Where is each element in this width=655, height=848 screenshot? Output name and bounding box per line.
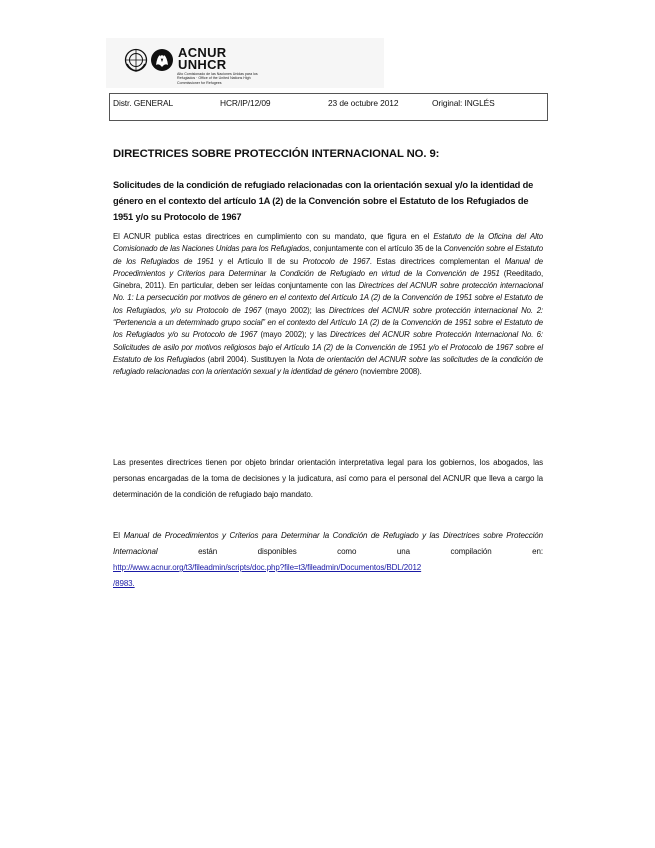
distr-label: Distr. GENERAL	[113, 98, 174, 108]
document-date: 23 de octubre 2012	[328, 98, 399, 108]
logo-unhcr-text: UNHCR	[178, 57, 227, 72]
unhcr-hands-icon	[150, 48, 174, 72]
paragraph-purpose: Las presentes directrices tienen por objeto brindar orientación interpretativa legal para los gobiernos, los abogados, las personas encargadas de la toma de decisiones y la judicatura, así como para el personal del ACNUR que lleva a cargo la determinación de la condición de refugiado bajo mandato.	[113, 458, 543, 499]
original-language: Original: INGLÉS	[432, 98, 495, 108]
paragraph-mandate: El ACNUR publica estas directrices en cumplimiento con su mandato, que figura en el Estatuto de la Oficina del Alto Comisionado de las Naciones Unidas para los Refugiados, conjuntamente con el artículo 35 de la Convención sobre el Estatuto de los Refugiados de 1951 y el Artículo II de su Protocolo de 1967. Estas directrices complementan el Manual de Procedimientos y Criterios para Determinar la Condición de Refugiado en virtud de la Convención de 1951 (Reeditado, Ginebra, 2011). En particular, deben ser leídas conjuntamente con las Directrices del ACNUR sobre protección internacional No. 1: La persecución por motivos de género en el contexto del Artículo 1A (2) de la Convención de 1951 sobre el Estatuto de los Refugiados, y/o su Protocolo de 1967 (mayo 2002); las Directrices del ACNUR sobre protección internacional No. 2: “Pertenencia a un determinado grupo social” en el contexto del Artículo 1A (2) de la Convención de 1951 sobre el Estatuto de los Refugiados y/o su Protocolo de 1967 (mayo 2002); y las Directrices del ACNUR sobre Protección Internacional No. 6: Solicitudes de asilo por motivos religiosos bajo el Artículo 1A (2) de la Convención de 1951 y/o el Protocolo de 1967 sobre el Estatuto de los Refugiados (abril 2004). Sustituyen la Nota de orientación del ACNUR sobre las solicitudes de la condición de refugiado relacionadas con la orientación sexual y la identidad de género (noviembre 2008).	[113, 232, 544, 377]
paragraph-availability: El Manual de Procedimientos y Criterios para Determinar la Condición de Refugiado y las Directrices sobre Protección Internacional están disponibles como una compilación en: http://www.acnur.org/t3/fileadmin/scripts/doc.php?file=t3/fileadmin/Documentos/BDL/2012 /8983.	[113, 531, 543, 588]
un-emblem-icon	[124, 48, 148, 72]
unhcr-logo	[106, 38, 384, 88]
logo-acnur-text: ACNUR	[178, 45, 227, 60]
page-title: DIRECTRICES SOBRE PROTECCIÓN INTERNACIONAL NO. 9:	[113, 148, 440, 160]
distribution-box	[109, 93, 548, 121]
compilation-link[interactable]: http://www.acnur.org/t3/fileadmin/scripts/doc.php?file=t3/fileadmin/Documentos/BDL/2012	[113, 563, 422, 572]
compilation-link-continued[interactable]: /8983.	[113, 579, 135, 588]
logo-tagline: Alto Comisionado de las Naciones Unidas para los Refugiados · Office of the United Nations High Commissioner for Refugees	[177, 72, 258, 85]
page-subtitle: Solicitudes de la condición de refugiado relacionadas con la orientación sexual y/o la identidad de género en el contexto del artículo 1A (2) de la Convención sobre el Estatuto de los Refugiados de 1951 y/o su Protocolo de 1967	[113, 180, 534, 222]
document-code: HCR/IP/12/09	[220, 98, 271, 108]
